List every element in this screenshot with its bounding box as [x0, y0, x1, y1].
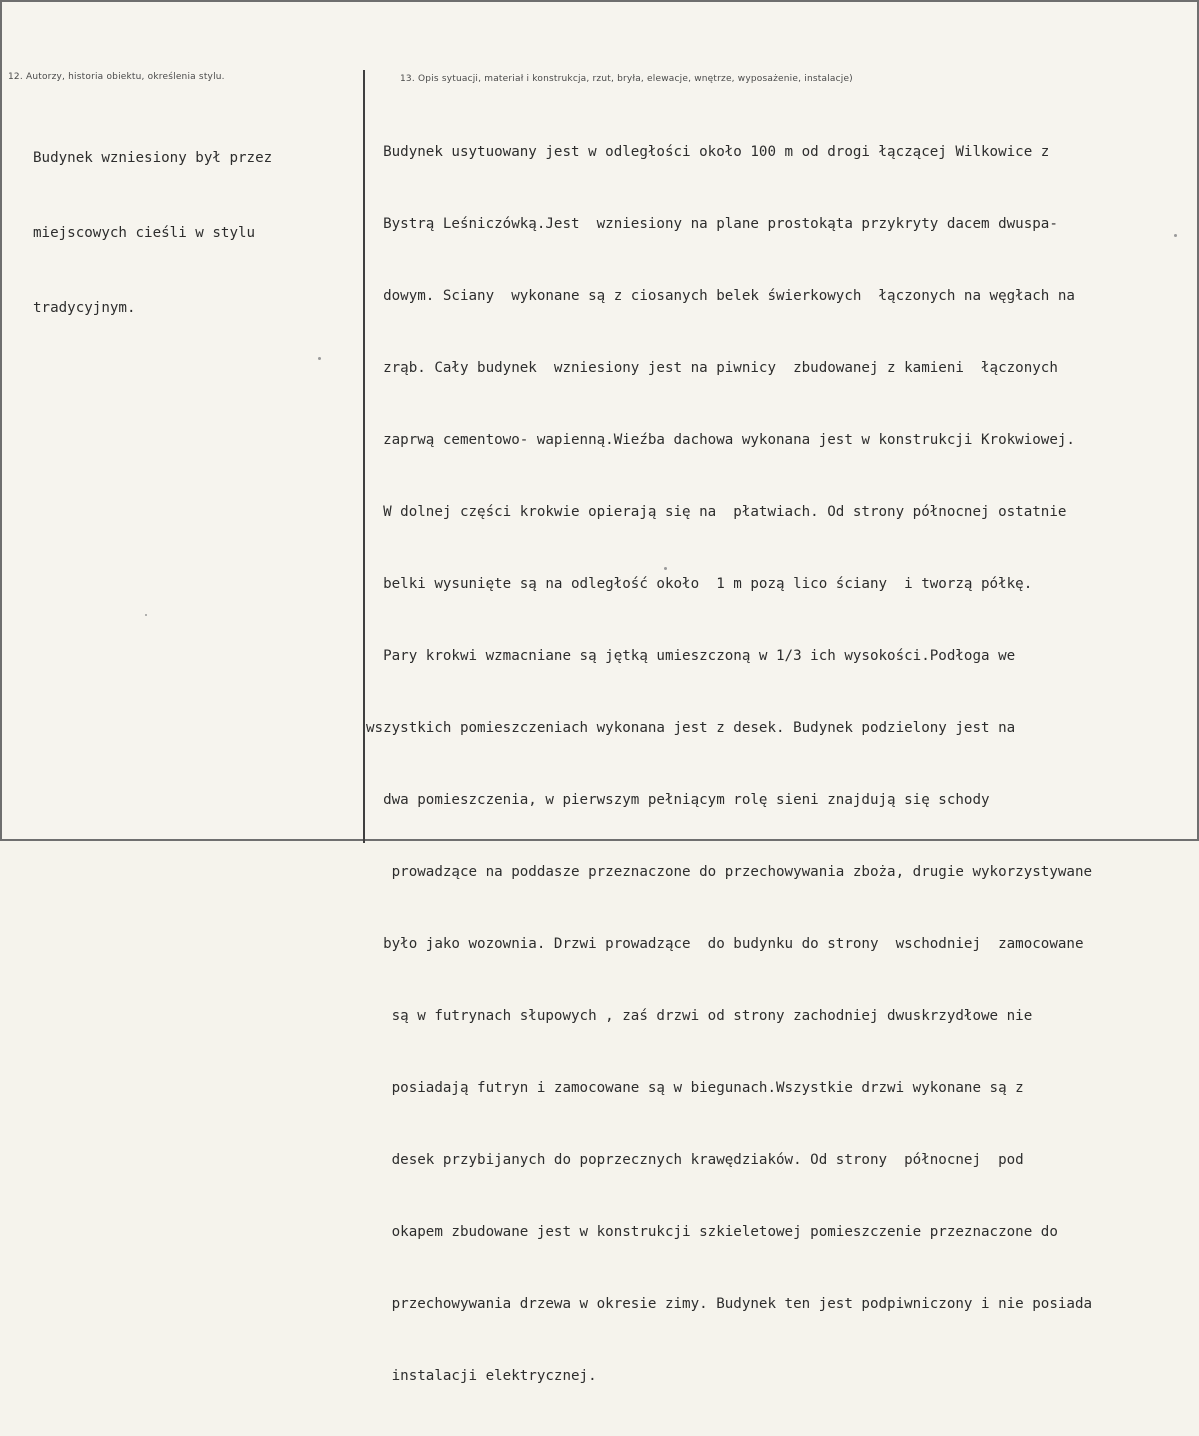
- column-divider: [363, 70, 365, 843]
- section-13-line: Budynek usytuowany jest w odległości około 100 m od drogi łączącej Wilkowice z: [366, 144, 1050, 160]
- section-13-line: zrąb. Cały budynek wzniesiony jest na piwnicy zbudowanej z kamieni łączonych: [366, 360, 1058, 376]
- section-13-line: są w futrynach słupowych , zaś drzwi od strony zachodniej dwuskrzydłowe nie: [366, 1008, 1033, 1024]
- section-12-line: Budynek wzniesiony był przez: [33, 150, 273, 166]
- section-13-line: belki wysunięte są na odległość około 1 m pozą lico ściany i tworzą półkę.: [366, 576, 1033, 592]
- paper-speck: [318, 357, 321, 360]
- section-13-text: [366, 92, 1092, 1436]
- section-13-line: wszystkich pomieszczeniach wykonana jest z desek. Budynek podzielony jest na: [366, 720, 1016, 736]
- section-13-line: instalacji elektrycznej.: [366, 1368, 597, 1384]
- section-13-line: było jako wozownia. Drzwi prowadzące do budynku do strony wschodniej zamocowane: [366, 936, 1084, 952]
- section-12-line: tradycyjnym.: [33, 300, 136, 316]
- section-13-line: posiadają futryn i zamocowane są w biegunach.Wszystkie drzwi wykonane są z: [366, 1080, 1024, 1096]
- section-13-line: Bystrą Leśniczówką.Jest wzniesiony na plane prostokąta przykryty dacem dwuspa-: [366, 216, 1058, 232]
- section-13-line: przechowywania drzewa w okresie zimy. Budynek ten jest podpiwniczony i nie posiada: [366, 1296, 1093, 1312]
- section-13-header: 13. Opis sytuacji, materiał i konstrukcja, rzut, bryła, elewacje, wnętrze, wyposażenie, instalacje): [400, 74, 853, 84]
- section-13-line: prowadzące na poddasze przeznaczone do przechowywania zboża, drugie wykorzystywane: [366, 864, 1093, 880]
- section-13-line: zaprwą cementowo- wapienną.Wieźba dachowa wykonana jest w konstrukcji Krokwiowej.: [366, 432, 1075, 448]
- section-13-line: Pary krokwi wzmacniane są jętką umieszczoną w 1/3 ich wysokości.Podłoga we: [366, 648, 1016, 664]
- section-13-line: dowym. Sciany wykonane są z ciosanych belek świerkowych łączonych na węgłach na: [366, 288, 1075, 304]
- section-12-text: [33, 96, 272, 371]
- section-12-line: miejscowych cieśli w stylu: [33, 225, 256, 241]
- paper-speck: [664, 567, 667, 570]
- section-12-header: 12. Autorzy, historia obiektu, określenia stylu.: [8, 72, 225, 82]
- section-13-line: W dolnej części krokwie opierają się na płatwiach. Od strony północnej ostatnie: [366, 504, 1067, 520]
- section-13-line: dwa pomieszczenia, w pierwszym pełniącym rolę sieni znajdują się schody: [366, 792, 990, 808]
- paper-speck: [1174, 234, 1177, 237]
- paper-speck: [145, 614, 147, 616]
- section-13-line: okapem zbudowane jest w konstrukcji szkieletowej pomieszczenie przeznaczone do: [366, 1224, 1058, 1240]
- section-13-line: desek przybijanych do poprzecznych krawędziaków. Od strony północnej pod: [366, 1152, 1024, 1168]
